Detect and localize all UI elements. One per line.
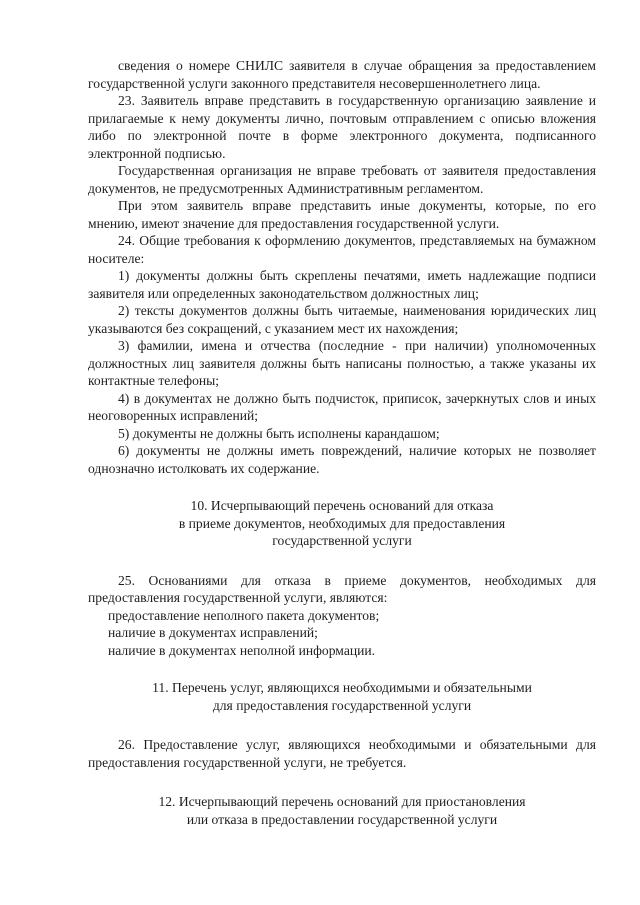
section-heading-12 [88, 793, 596, 828]
section-gap [88, 477, 596, 497]
section-gap [88, 771, 596, 793]
section-gap [88, 659, 596, 679]
paragraph-26: 26. Предоставление услуг, являющихся необходимыми и обязательными для предоставления государственной услуги, не требуется. [88, 737, 596, 770]
paragraph-24-item-3: 3) фамилии, имена и отчества (последние - при наличии) уполномоченных должностных лиц заявителя должны быть написаны полностью, а также указаны их контактные телефоны; [88, 338, 596, 388]
paragraph-24-item-2: 2) тексты документов должны быть читаемые, наименования юридических лиц указываются без сокращений, с указанием мест их нахождения; [88, 303, 596, 336]
paragraph-25-reason-3: наличие в документах неполной информации. [108, 642, 376, 658]
paragraph-25: 25. Основаниями для отказа в приеме документов, необходимых для предоставления государственной услуги, являются: [88, 572, 596, 605]
heading-12-line-1: 12. Исчерпывающий перечень оснований для приостановления [158, 794, 526, 809]
paragraph-24-item-5: 5) документы не должны быть исполнены карандашом; [118, 425, 440, 441]
paragraph-other-documents: При этом заявитель вправе представить иные документы, которые, по его мнению, имеют значение для предоставления государственной услуги. [88, 198, 596, 231]
paragraph-24: 24. Общие требования к оформлению документов, представляемых на бумажном носителе: [88, 233, 596, 266]
heading-10-line-1: 10. Исчерпывающий перечень оснований для отказа [190, 498, 494, 513]
document-body [88, 57, 596, 828]
paragraph-24-item-6: 6) документы не должны иметь повреждений, наличие которых не позволяет однозначно истолковать их содержание. [88, 443, 596, 476]
heading-10-line-3: государственной услуги [272, 533, 412, 548]
paragraph-24-item-1: 1) документы должны быть скреплены печатями, иметь надлежащие подписи заявителя или определенных законодательством должностных лиц; [88, 268, 596, 301]
heading-12-line-2: или отказа в предоставлении государственной услуги [186, 811, 498, 827]
section-heading-10 [88, 497, 596, 550]
heading-10-line-2: в приеме документов, необходимых для предоставления [178, 515, 506, 531]
paragraph-organization: Государственная организация не вправе требовать от заявителя предоставления документов, не предусмотренных Административным регламентом. [88, 163, 596, 196]
section-heading-11 [88, 679, 596, 714]
paragraph-snils: сведения о номере СНИЛС заявителя в случае обращения за предоставлением государственной услуги законного представителя несовершеннолетнего лица. [88, 58, 596, 91]
section-gap [88, 550, 596, 572]
section-gap [88, 714, 596, 736]
heading-11-line-1: 11. Перечень услуг, являющихся необходимыми и обязательными [152, 680, 532, 695]
paragraph-23: 23. Заявитель вправе представить в государственную организацию заявление и прилагаемые к нему документы лично, почтовым отправлением с описью вложения либо по электронной почте в форме электронного документа, подписанного электронной подписью. [88, 93, 596, 161]
paragraph-24-item-4: 4) в документах не должно быть подчисток, приписок, зачеркнутых слов и иных неоговоренных исправлений; [88, 390, 596, 423]
paragraph-25-reason-2: наличие в документах исправлений; [108, 625, 318, 640]
paragraph-25-reason-1: предоставление неполного пакета документов; [108, 607, 380, 623]
heading-11-line-2: для предоставления государственной услуги [212, 697, 472, 713]
